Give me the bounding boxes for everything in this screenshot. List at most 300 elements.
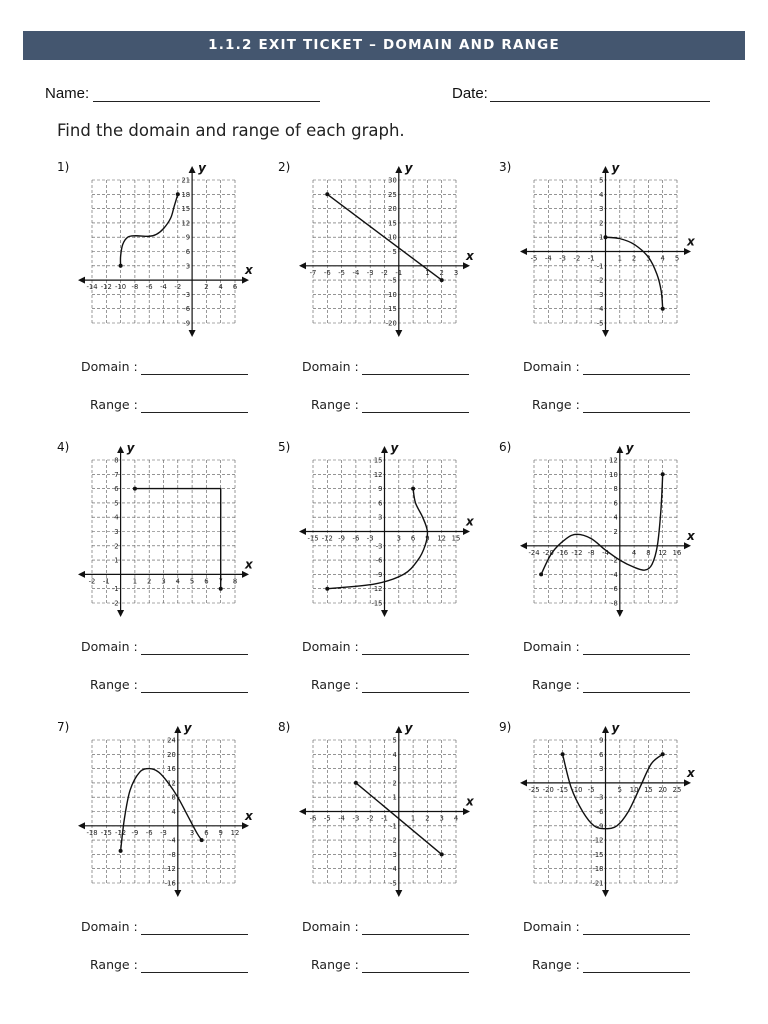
y-tick-label: 5 xyxy=(392,736,397,745)
x-tick-label: 3 xyxy=(396,534,401,543)
y-tick-label: 24 xyxy=(167,736,176,745)
x-tick-label: 2 xyxy=(147,577,152,586)
y-tick-label: 6 xyxy=(613,499,618,508)
range-label: Range : xyxy=(532,397,580,412)
y-tick-label: 4 xyxy=(392,750,397,759)
y-tick-label: 7 xyxy=(114,470,119,479)
y-tick-label: 3 xyxy=(378,513,383,522)
y-tick-label: -9 xyxy=(183,319,191,328)
range-answer-line[interactable] xyxy=(583,412,690,413)
x-tick-label: -6 xyxy=(145,828,153,837)
x-tick-label: -1 xyxy=(102,577,110,586)
x-tick-label: -8 xyxy=(587,548,595,557)
problem-number: 1) xyxy=(57,160,70,174)
x-tick-label: -4 xyxy=(338,814,345,823)
x-tick-label: -6 xyxy=(352,534,360,543)
y-axis-arrow-down xyxy=(616,610,623,617)
endpoint-dot xyxy=(325,192,329,196)
x-axis-arrow-left xyxy=(299,262,306,269)
problem-9 xyxy=(499,720,724,995)
y-tick-label: 10 xyxy=(388,233,397,242)
y-tick-label: 5 xyxy=(114,499,119,508)
y-tick-label: -3 xyxy=(596,290,604,299)
x-axis-arrow-left xyxy=(78,277,85,284)
x-axis-arrow-right xyxy=(463,262,470,269)
x-tick-label: 3 xyxy=(646,254,651,263)
x-tick-label: -4 xyxy=(352,268,360,277)
x-tick-label: -2 xyxy=(174,283,182,292)
x-axis-arrow-right xyxy=(684,248,691,255)
domain-label: Domain : xyxy=(81,919,138,934)
x-tick-label: 2 xyxy=(425,814,430,823)
x-tick-label: -5 xyxy=(323,814,331,823)
x-tick-label: -3 xyxy=(559,254,566,263)
name-field[interactable] xyxy=(93,101,320,102)
y-axis-arrow-down xyxy=(189,330,196,337)
range-answer-line[interactable] xyxy=(583,692,690,693)
x-tick-label: -10 xyxy=(571,785,583,794)
x-axis-arrow-right xyxy=(242,571,249,578)
problem-5 xyxy=(278,440,503,715)
x-axis-label: x xyxy=(687,234,695,249)
y-axis-label: y xyxy=(404,721,413,735)
coordinate-graph xyxy=(278,720,478,915)
x-tick-label: 6 xyxy=(204,828,209,837)
coordinate-graph xyxy=(278,440,478,635)
y-axis-label: y xyxy=(611,721,620,735)
domain-answer-line[interactable] xyxy=(583,654,690,655)
y-axis-arrow-down xyxy=(381,610,388,617)
endpoint-dot xyxy=(561,752,565,756)
x-tick-label: 15 xyxy=(451,534,461,543)
y-axis-arrow-down xyxy=(174,890,181,897)
x-tick-label: 12 xyxy=(658,548,668,557)
y-tick-label: -5 xyxy=(390,879,397,888)
y-axis-arrow-up xyxy=(189,166,196,173)
range-label: Range : xyxy=(532,957,580,972)
x-tick-label: -3 xyxy=(160,828,167,837)
y-tick-label: 5 xyxy=(599,176,604,185)
x-axis-label: x xyxy=(687,765,695,780)
y-tick-label: 4 xyxy=(171,808,176,816)
x-tick-label: -3 xyxy=(352,814,360,823)
x-axis-arrow-left xyxy=(299,528,306,535)
domain-answer-line[interactable] xyxy=(583,374,690,375)
domain-answer-line[interactable] xyxy=(141,654,248,655)
y-tick-label: 20 xyxy=(388,205,397,214)
y-tick-label: 6 xyxy=(378,499,383,508)
x-tick-label: -5 xyxy=(338,268,345,277)
range-answer-line[interactable] xyxy=(362,692,469,693)
y-tick-label: 2 xyxy=(613,528,618,536)
x-axis-label: x xyxy=(245,557,253,572)
domain-label: Domain : xyxy=(302,639,359,654)
x-tick-label: -20 xyxy=(542,548,554,557)
x-tick-label: -6 xyxy=(309,814,317,823)
y-axis-arrow-up xyxy=(381,446,388,453)
problem-number: 3) xyxy=(499,160,512,174)
x-axis-arrow-right xyxy=(463,808,470,815)
coordinate-graph xyxy=(57,160,257,355)
y-axis-label: y xyxy=(404,161,413,175)
problem-1 xyxy=(57,160,282,435)
x-tick-label: -10 xyxy=(115,283,127,292)
endpoint-dot xyxy=(411,487,415,491)
x-tick-label: 15 xyxy=(644,785,653,794)
range-answer-line[interactable] xyxy=(362,412,469,413)
x-tick-label: -8 xyxy=(131,283,139,292)
x-axis-arrow-right xyxy=(684,779,691,786)
y-tick-label: -12 xyxy=(164,865,176,874)
y-tick-label: -5 xyxy=(596,319,604,328)
date-field[interactable] xyxy=(490,101,710,102)
y-tick-label: 2 xyxy=(114,542,119,551)
y-axis-arrow-down xyxy=(395,330,402,337)
y-tick-label: 20 xyxy=(167,750,176,759)
x-tick-label: -2 xyxy=(366,814,374,823)
problem-number: 4) xyxy=(57,440,70,454)
endpoint-dot xyxy=(119,264,123,268)
endpoint-dot xyxy=(200,838,204,842)
function-curve xyxy=(541,474,663,574)
y-tick-label: -9 xyxy=(596,822,604,831)
domain-label: Domain : xyxy=(81,639,138,654)
x-tick-label: 4 xyxy=(631,548,637,557)
problem-6 xyxy=(499,440,724,715)
range-label: Range : xyxy=(311,397,359,412)
x-tick-label: 7 xyxy=(218,577,223,586)
problem-7 xyxy=(57,720,282,995)
range-label: Range : xyxy=(311,677,359,692)
x-tick-label: -1 xyxy=(395,268,403,277)
y-axis-arrow-down xyxy=(602,890,609,897)
y-tick-label: -12 xyxy=(371,585,383,594)
range-label: Range : xyxy=(532,677,580,692)
problem-number: 6) xyxy=(499,440,512,454)
y-axis-arrow-down xyxy=(395,890,402,897)
y-tick-label: -18 xyxy=(592,865,604,874)
y-tick-label: 18 xyxy=(181,190,191,199)
x-tick-label: 12 xyxy=(230,828,240,837)
domain-answer-line[interactable] xyxy=(583,934,690,935)
y-axis-arrow-up xyxy=(602,726,609,733)
x-tick-label: -12 xyxy=(115,828,127,837)
x-axis-arrow-right xyxy=(684,542,691,549)
y-tick-label: -2 xyxy=(111,599,119,608)
instructions: Find the domain and range of each graph. xyxy=(57,121,405,140)
x-tick-label: 5 xyxy=(674,254,680,263)
y-tick-label: -5 xyxy=(390,276,397,285)
range-answer-line[interactable] xyxy=(141,972,248,973)
x-tick-label: 10 xyxy=(629,785,639,794)
y-tick-label: 3 xyxy=(599,205,604,214)
y-axis-arrow-up xyxy=(395,166,402,173)
coordinate-graph xyxy=(57,720,257,915)
problem-number: 7) xyxy=(57,720,70,734)
y-tick-label: -1 xyxy=(111,585,119,594)
x-tick-label: -18 xyxy=(86,828,98,837)
x-tick-label: -15 xyxy=(100,828,112,837)
range-label: Range : xyxy=(90,397,138,412)
y-axis-arrow-up xyxy=(395,726,402,733)
x-axis-arrow-right xyxy=(242,822,249,829)
endpoint-dot xyxy=(119,849,123,853)
x-tick-label: 1 xyxy=(617,254,622,263)
coordinate-graph xyxy=(499,720,699,915)
y-tick-label: 1 xyxy=(392,793,397,802)
domain-label: Domain : xyxy=(523,359,580,374)
x-tick-label: 3 xyxy=(161,577,166,586)
domain-answer-line[interactable] xyxy=(141,374,248,375)
y-axis-arrow-up xyxy=(174,726,181,733)
x-tick-label: -9 xyxy=(338,534,345,543)
domain-label: Domain : xyxy=(302,359,359,374)
x-tick-label: -7 xyxy=(309,268,317,277)
endpoint-dot xyxy=(440,278,444,282)
coordinate-graph xyxy=(499,440,699,635)
problem-number: 2) xyxy=(278,160,291,174)
x-tick-label: 5 xyxy=(617,785,622,794)
y-tick-label: -3 xyxy=(183,290,191,299)
y-axis-arrow-up xyxy=(117,446,124,453)
problem-number: 9) xyxy=(499,720,512,734)
y-tick-label: 21 xyxy=(181,176,191,185)
y-axis-label: y xyxy=(183,721,192,735)
x-tick-label: 3 xyxy=(189,828,195,837)
x-tick-label: -2 xyxy=(573,254,581,263)
x-tick-label: 1 xyxy=(425,268,430,277)
x-tick-label: 16 xyxy=(672,548,682,557)
y-tick-label: 3 xyxy=(185,262,191,271)
y-axis-arrow-down xyxy=(602,330,609,337)
domain-answer-line[interactable] xyxy=(141,934,248,935)
y-tick-label: 16 xyxy=(167,765,176,774)
y-tick-label: -16 xyxy=(164,879,176,888)
domain-answer-line[interactable] xyxy=(362,934,469,935)
endpoint-dot xyxy=(440,852,444,856)
problem-2 xyxy=(278,160,503,435)
range-label: Range : xyxy=(90,957,138,972)
endpoint-dot xyxy=(604,235,608,239)
coordinate-graph xyxy=(499,160,699,355)
y-tick-label: 2 xyxy=(392,779,397,788)
x-axis-label: x xyxy=(466,794,474,809)
x-tick-label: -3 xyxy=(366,268,374,277)
x-axis-arrow-right xyxy=(242,277,249,284)
y-tick-label: -4 xyxy=(596,305,604,314)
problem-number: 8) xyxy=(278,720,291,734)
y-tick-label: 4 xyxy=(599,190,604,199)
x-tick-label: -20 xyxy=(542,785,554,794)
range-answer-line[interactable] xyxy=(362,972,469,973)
y-tick-label: -8 xyxy=(169,850,176,859)
endpoint-dot xyxy=(219,587,223,591)
x-axis-label: x xyxy=(687,528,695,543)
y-tick-label: 2 xyxy=(599,219,604,228)
endpoint-dot xyxy=(661,752,665,756)
x-tick-label: 1 xyxy=(132,577,138,586)
x-axis-arrow-left xyxy=(520,248,527,255)
x-tick-label: -1 xyxy=(381,814,388,823)
x-tick-label: -12 xyxy=(321,534,333,543)
x-tick-label: -12 xyxy=(100,283,112,292)
x-tick-label: -15 xyxy=(557,785,569,794)
y-tick-label: -15 xyxy=(371,599,383,608)
range-label: Range : xyxy=(90,677,138,692)
range-answer-line[interactable] xyxy=(583,972,690,973)
y-axis-label: y xyxy=(126,441,135,455)
function-curve xyxy=(121,769,202,851)
endpoint-dot xyxy=(176,192,180,196)
y-tick-label: 12 xyxy=(167,779,176,788)
problem-8 xyxy=(278,720,503,995)
x-tick-label: 2 xyxy=(631,254,637,263)
x-tick-label: 6 xyxy=(410,534,416,543)
x-tick-label: 8 xyxy=(232,577,238,586)
range-answer-line[interactable] xyxy=(141,692,248,693)
domain-label: Domain : xyxy=(523,919,580,934)
x-tick-label: -4 xyxy=(544,254,552,263)
y-tick-label: -6 xyxy=(375,556,383,565)
y-tick-label: -1 xyxy=(596,262,604,271)
y-tick-label: 15 xyxy=(373,456,383,465)
x-tick-label: -2 xyxy=(381,268,388,277)
domain-answer-line[interactable] xyxy=(362,654,469,655)
y-tick-label: 4 xyxy=(114,513,119,522)
domain-label: Domain : xyxy=(302,919,359,934)
endpoint-dot xyxy=(661,472,665,476)
y-tick-label: 8 xyxy=(613,485,618,494)
endpoint-dot xyxy=(661,307,665,311)
domain-label: Domain : xyxy=(523,639,580,654)
date-label: Date: xyxy=(452,85,488,102)
x-axis-arrow-left xyxy=(299,808,306,815)
x-tick-label: 4 xyxy=(453,814,459,823)
y-tick-label: -2 xyxy=(390,836,397,845)
y-tick-label: -1 xyxy=(390,822,397,831)
y-tick-label: 6 xyxy=(185,248,191,256)
y-tick-label: -4 xyxy=(169,836,176,845)
x-tick-label: 4 xyxy=(660,254,665,263)
x-tick-label: -25 xyxy=(528,785,540,794)
y-axis-label: y xyxy=(390,441,399,455)
y-tick-label: 12 xyxy=(373,470,383,479)
y-tick-label: -4 xyxy=(611,570,618,579)
x-tick-label: 5 xyxy=(189,577,195,586)
y-tick-label: 30 xyxy=(388,176,397,185)
y-tick-label: 5 xyxy=(392,248,397,256)
x-tick-label: -5 xyxy=(530,254,538,263)
x-tick-label: -4 xyxy=(160,283,167,292)
x-tick-label: 4 xyxy=(175,577,180,586)
x-axis-arrow-right xyxy=(463,528,470,535)
y-tick-label: -12 xyxy=(592,836,604,845)
y-tick-label: 3 xyxy=(392,765,397,774)
y-tick-label: 9 xyxy=(378,485,383,494)
domain-label: Domain : xyxy=(81,359,138,374)
coordinate-graph xyxy=(57,440,257,635)
x-tick-label: -3 xyxy=(366,534,374,543)
x-axis-label: x xyxy=(245,263,253,278)
y-tick-label: -15 xyxy=(592,850,604,859)
y-axis-arrow-up xyxy=(616,446,623,453)
y-tick-label: 6 xyxy=(599,750,604,759)
range-label: Range : xyxy=(311,957,359,972)
y-tick-label: 25 xyxy=(388,190,397,199)
y-axis-label: y xyxy=(611,161,620,175)
x-tick-label: -4 xyxy=(602,548,609,557)
domain-answer-line[interactable] xyxy=(362,374,469,375)
x-tick-label: -12 xyxy=(571,548,583,557)
x-tick-label: -1 xyxy=(587,254,595,263)
range-answer-line[interactable] xyxy=(141,412,248,413)
y-tick-label: -15 xyxy=(385,305,397,314)
y-tick-label: 9 xyxy=(185,233,191,242)
x-tick-label: 2 xyxy=(439,268,444,277)
endpoint-dot xyxy=(133,487,137,491)
problem-number: 5) xyxy=(278,440,291,454)
x-tick-label: -5 xyxy=(587,785,595,794)
x-axis-arrow-left xyxy=(78,822,85,829)
x-tick-label: 12 xyxy=(437,534,447,543)
x-tick-label: -2 xyxy=(88,577,96,586)
x-tick-label: 3 xyxy=(453,268,459,277)
x-tick-label: -24 xyxy=(528,548,540,557)
y-tick-label: -4 xyxy=(390,865,397,874)
y-tick-label: -20 xyxy=(385,319,397,328)
x-tick-label: 3 xyxy=(439,814,444,823)
y-tick-label: 6 xyxy=(114,485,119,494)
y-tick-label: -2 xyxy=(611,556,618,565)
y-tick-label: -3 xyxy=(375,542,383,551)
x-axis-arrow-left xyxy=(78,571,85,578)
x-tick-label: -15 xyxy=(307,534,319,543)
x-axis-label: x xyxy=(466,514,474,529)
x-tick-label: -16 xyxy=(557,548,569,557)
x-axis-label: x xyxy=(466,248,474,263)
problem-4 xyxy=(57,440,282,715)
y-tick-label: 9 xyxy=(599,736,604,745)
x-tick-label: 4 xyxy=(218,283,223,292)
x-tick-label: -6 xyxy=(323,268,331,277)
y-tick-label: 12 xyxy=(181,219,191,228)
y-tick-label: -6 xyxy=(183,305,191,314)
y-tick-label: 15 xyxy=(181,205,191,214)
y-tick-label: 15 xyxy=(388,219,397,228)
y-tick-label: 8 xyxy=(114,456,119,465)
x-tick-label: 1 xyxy=(410,814,416,823)
x-tick-label: 9 xyxy=(218,828,223,837)
x-tick-label: 2 xyxy=(204,283,209,292)
y-tick-label: -9 xyxy=(375,570,383,579)
x-tick-label: 20 xyxy=(658,785,668,794)
x-tick-label: 25 xyxy=(672,785,682,794)
y-tick-label: 1 xyxy=(114,556,119,565)
x-tick-label: 6 xyxy=(204,577,209,586)
y-tick-label: -6 xyxy=(596,808,604,816)
coordinate-graph xyxy=(278,160,478,355)
x-axis-label: x xyxy=(245,808,253,823)
y-tick-label: 12 xyxy=(609,456,618,465)
y-tick-label: -21 xyxy=(592,879,604,888)
y-tick-label: 1 xyxy=(599,233,604,242)
y-axis-arrow-up xyxy=(602,166,609,173)
y-tick-label: 8 xyxy=(171,793,176,802)
x-tick-label: 9 xyxy=(425,534,430,543)
x-axis-arrow-left xyxy=(520,542,527,549)
x-tick-label: -9 xyxy=(131,828,139,837)
x-tick-label: -6 xyxy=(145,283,153,292)
